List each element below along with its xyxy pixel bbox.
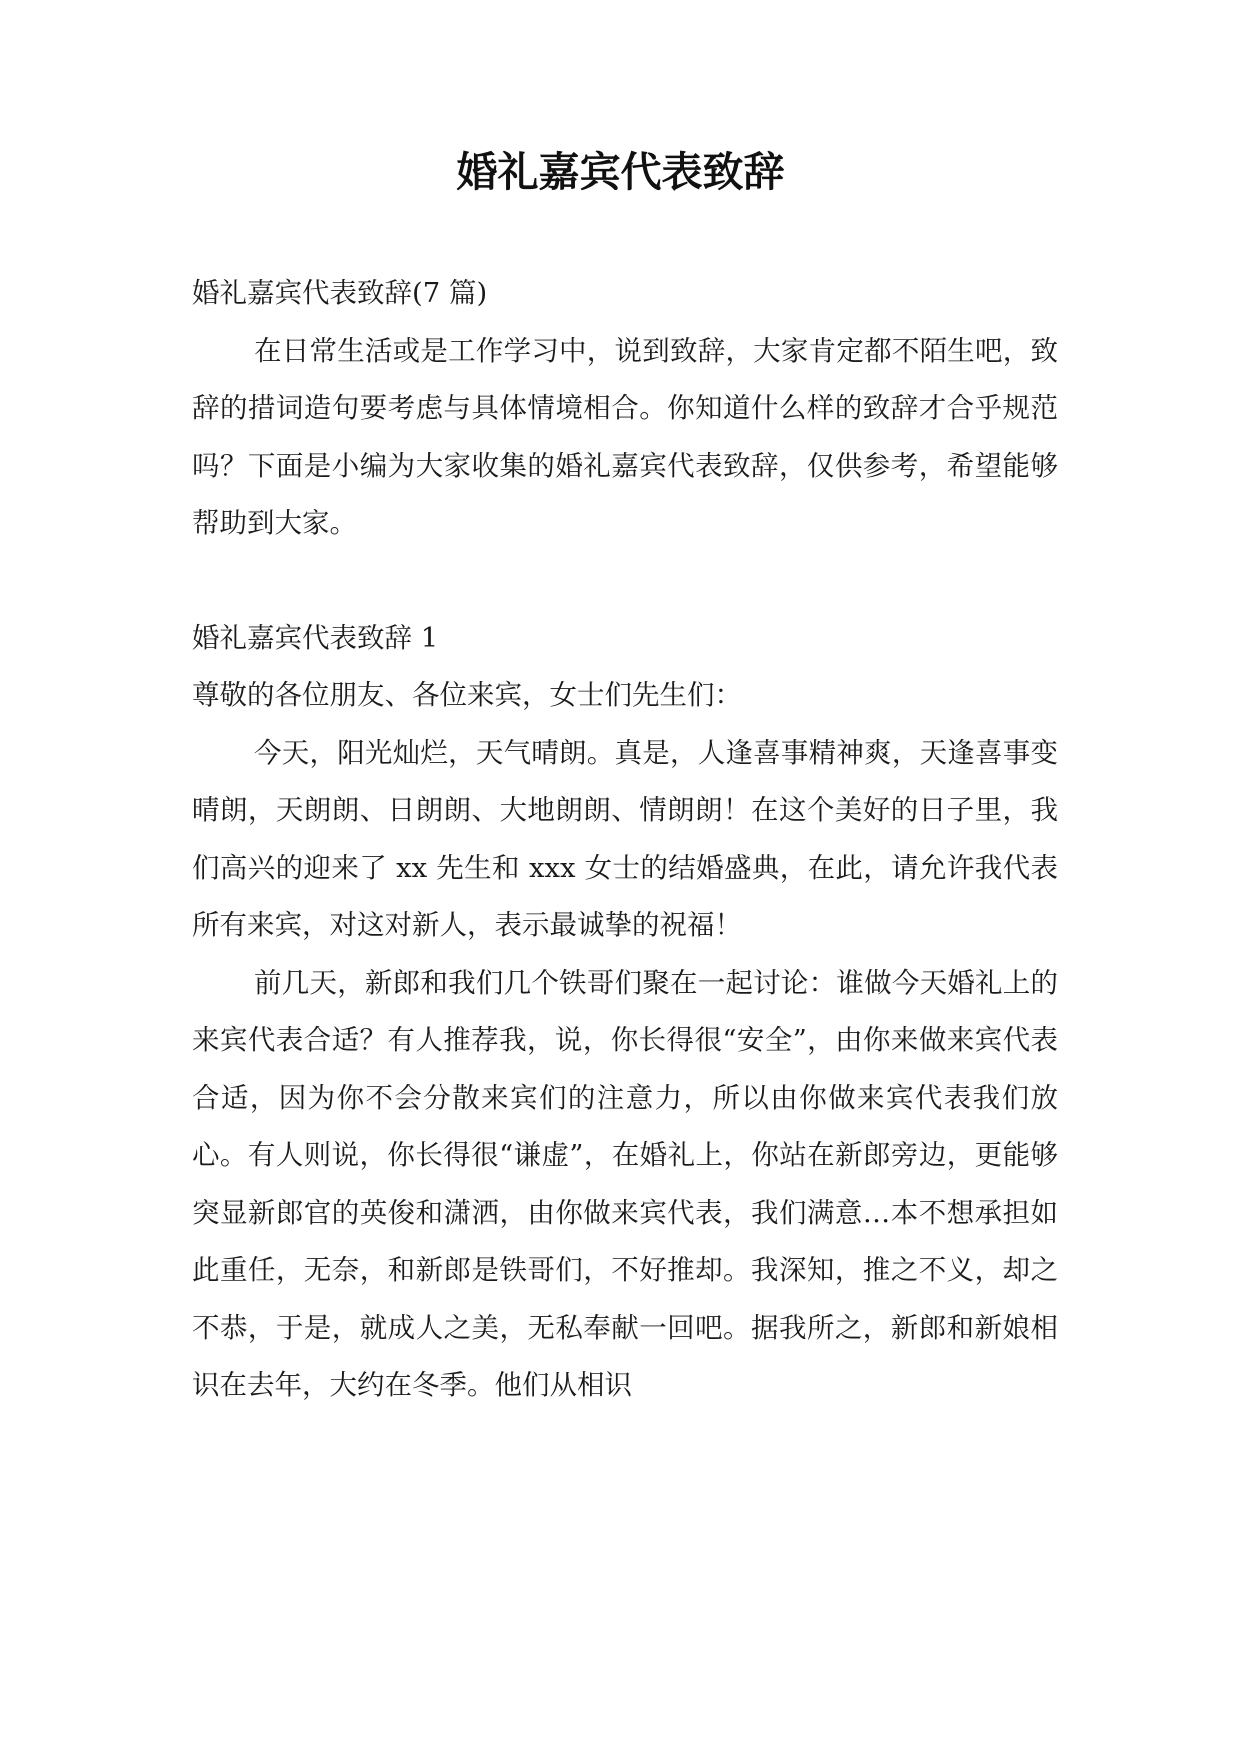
speech-paragraph-2: 前几天，新郎和我们几个铁哥们聚在一起讨论：谁做今天婚礼上的来宾代表合适？有人推荐我，说，你长得很“安全”，由你来做来宾代表合适，因为你不会分散来宾们的注意力，所以由你做来宾代表我们放心。有人则说，你长得很“谦虚”，在婚礼上，你站在新郎旁边，更能够突显新郎官的英俊和潇洒，由你做来宾代表，我们满意…本不想承担如此重任，无奈，和新郎是铁哥们，不好推却。我深知，推之不义，却之不恭，于是，就成人之美，无私奉献一回吧。据我所之，新郎和新娘相识在去年，大约在冬季。他们从相识: [192, 966, 1058, 1401]
document-title: 婚礼嘉宾代表致辞: [456, 148, 785, 196]
document-subtitle: 婚礼嘉宾代表致辞(7 篇): [192, 277, 488, 309]
greeting-line: 尊敬的各位朋友、各位来宾，女士们先生们：: [192, 679, 742, 711]
document-body: [192, 265, 1058, 1415]
intro-paragraph: 在日常生活或是工作学习中，说到致辞，大家肯定都不陌生吧，致辞的措词造句要考虑与具体情境相合。你知道什么样的致辞才合乎规范吗？下面是小编为大家收集的婚礼嘉宾代表致辞，仅供参考，希望能够帮助到大家。: [192, 334, 1058, 539]
speech-paragraph-1: 今天，阳光灿烂，天气晴朗。真是，人逢喜事精神爽，天逢喜事变晴朗，天朗朗、日朗朗、大地朗朗、情朗朗！在这个美好的日子里，我们高兴的迎来了 xx 先生和 xxx 女士的结婚盛典，在此，请允许我代表所有来宾，对这对新人，表示最诚挚的祝福！: [192, 736, 1058, 941]
section-heading: 婚礼嘉宾代表致辞 1: [192, 621, 439, 654]
section-spacer: [192, 553, 1058, 610]
